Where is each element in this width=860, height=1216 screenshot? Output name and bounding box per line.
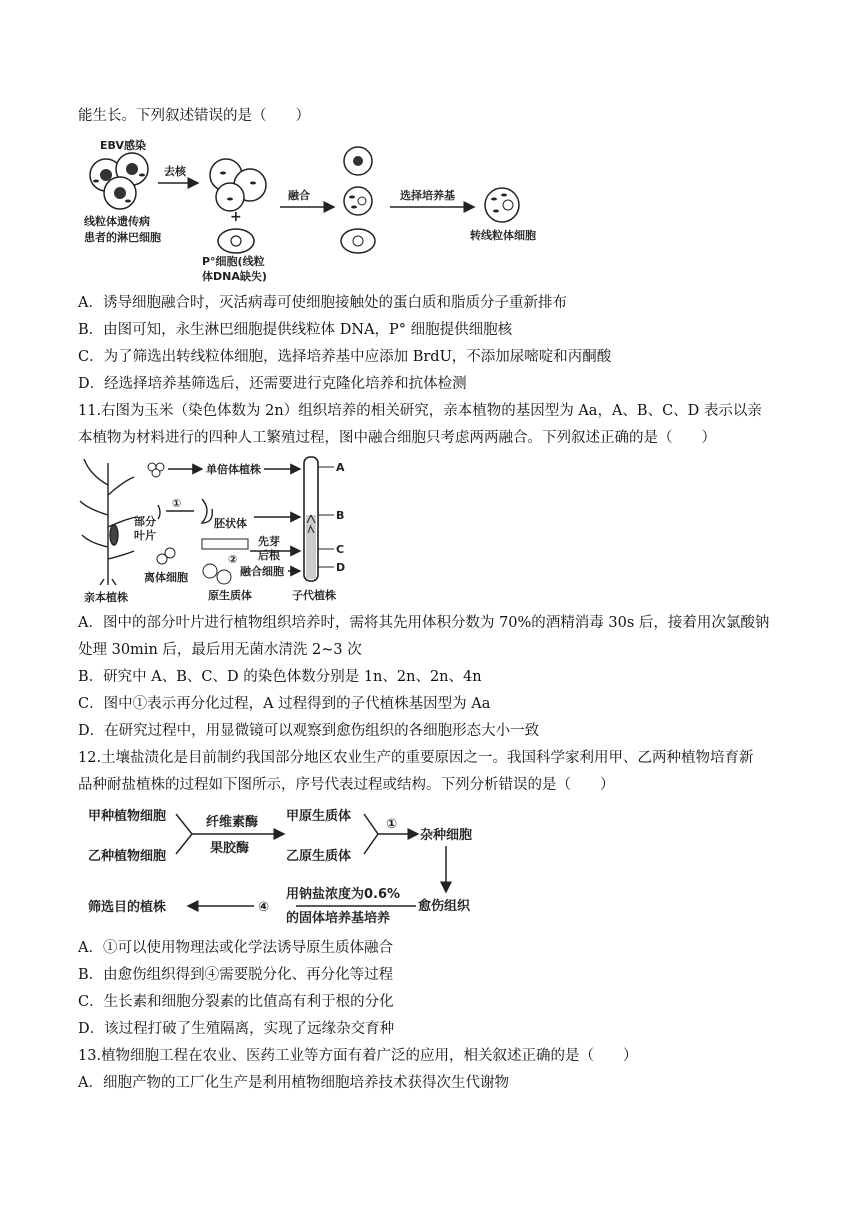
q10-option-c: C．为了筛选出转线粒体细胞，选择培养基中应添加 BrdU，不添加尿嘧啶和丙酮酸 [78, 349, 612, 365]
parent-plant-label: 亲本植株 [84, 591, 128, 604]
test-tube-icon [304, 457, 318, 581]
step2-label: ② [228, 553, 238, 566]
embryoid-label: 胚状体 [214, 517, 247, 530]
q10-option-a: A．诱导细胞融合时，灭活病毒可使细胞接触处的蛋白质和脂质分子重新排布 [78, 295, 567, 311]
p0-label-2: 体DNA缺失) [202, 270, 267, 283]
callus-label: 愈伤组织 [418, 899, 471, 914]
root-label: 后根 [258, 549, 280, 562]
leaf-label-1: 部分 [134, 515, 156, 528]
q11-option-d: D．在研究过程中，用显微镜可以观察到愈伤组织的各细胞形态大小一致 [78, 723, 540, 739]
step1-label: ① [386, 817, 398, 832]
isolated-cell-label: 离体细胞 [144, 571, 188, 584]
p0-label-1: P°细胞(线粒 [202, 255, 265, 268]
step1-label: ① [172, 497, 182, 510]
hybrid-cell-label: 杂种细胞 [420, 828, 473, 843]
q11-diagram [78, 455, 368, 605]
medium-label-1: 用钠盐浓度为0.6% [286, 887, 401, 902]
protoplast-icon [203, 564, 231, 584]
haploid-label: 单倍体植株 [206, 463, 261, 476]
leaf-piece-icon [158, 505, 160, 519]
tube-label-b: B [336, 509, 345, 522]
tube-label-d: D [336, 561, 346, 574]
selective-label: 选择培养基 [400, 189, 455, 202]
protoplast-label: 原生质体 [208, 589, 252, 602]
q10-option-b: B．由图可知，永生淋巴细胞提供线粒体 DNA，P° 细胞提供细胞核 [78, 322, 513, 338]
fused-cell-label: 融合细胞 [240, 565, 284, 578]
q11-option-c: C．图中①表示再分化过程，A 过程得到的子代植株基因型为 Aa [78, 696, 491, 712]
enucleated-cell-icon [210, 159, 266, 211]
q10-option-d: D．经选择培养基筛选后，还需要进行克隆化培养和抗体检测 [78, 376, 467, 392]
q12-figure [78, 802, 498, 930]
q10-stem-end: 能生长。下列叙述错误的是（ ） [78, 108, 310, 124]
q11-stem-line1: 11.右图为玉米（染色体数为 2n）组织培养的相关研究，亲本植物的基因型为 Aa，A、B、C、D 表示以亲 [78, 403, 762, 419]
yi-proto-label: 乙原生质体 [286, 849, 352, 864]
embryoid-icon [202, 499, 212, 523]
q13-option-a: A．细胞产物的工厂化生产是利用植物细胞培养技术获得次生代谢物 [78, 1075, 509, 1091]
patient-label-1: 线粒体遗传病 [84, 215, 150, 228]
target-plant-label: 筛选目的植株 [88, 900, 167, 915]
q11-figure [78, 455, 368, 605]
leaf-label-2: 叶片 [134, 529, 156, 542]
q13-stem: 13.植物细胞工程在农业、医药工业等方面有着广泛的应用，相关叙述正确的是（ ） [78, 1048, 638, 1064]
medium-label-2: 的固体培养基培养 [286, 911, 391, 926]
q10-diagram [78, 135, 558, 285]
step4-label: ④ [258, 900, 270, 915]
trans-mito-label: 转线粒体细胞 [470, 229, 536, 242]
jia-proto-label: 甲原生质体 [286, 809, 352, 824]
ebv-label: EBV感染 [100, 139, 146, 152]
merge-bracket-1 [176, 814, 192, 854]
yi-cell-label: 乙种植物细胞 [88, 849, 167, 864]
enzyme-label-1: 纤维素酶 [206, 815, 259, 830]
tube-label-c: C [336, 543, 345, 556]
pollen-icon [148, 463, 164, 477]
q10-figure [78, 135, 558, 285]
q11-stem-line2: 本植物为材料进行的四种人工繁殖过程，图中融合细胞只考虑两两融合。下列叙述正确的是（ ） [78, 430, 716, 446]
q11-option-a-line2: 处理 30min 后，最后用无菌水清洗 2~3 次 [78, 642, 362, 658]
merge-bracket-2 [364, 814, 378, 854]
lymphocyte-cluster-icon [90, 153, 148, 209]
tube-label-a: A [336, 461, 345, 474]
trans-mito-cell-icon [485, 188, 519, 222]
q11-option-a-line1: A．图中的部分叶片进行植物组织培养时，需将其先用体积分数为 70%的酒精消毒 30s 后，接着用次氯酸钠 [78, 615, 770, 631]
fusion-label: 融合 [288, 189, 310, 202]
jia-cell-label: 甲种植物细胞 [88, 809, 167, 824]
q12-option-d: D．该过程打破了生殖隔离，实现了远缘杂交育种 [78, 1021, 395, 1037]
q12-stem-line2: 品种耐盐植株的过程如下图所示，序号代表过程或结构。下列分析错误的是（ ） [78, 777, 615, 793]
patient-label-2: 患者的淋巴细胞 [84, 231, 161, 244]
plus-label: + [230, 209, 242, 225]
enzyme-label-2: 果胶酶 [210, 841, 250, 856]
q12-option-b: B．由愈伤组织得到④需要脱分化、再分化等过程 [78, 967, 394, 983]
q12-stem-line1: 12.土壤盐渍化是目前制约我国部分地区农业生产的重要原因之一。我国科学家利用甲、乙两种植物培育新 [78, 750, 754, 766]
denucleate-label: 去核 [164, 165, 186, 178]
culture-plate-icon [202, 539, 248, 549]
offspring-label: 子代植株 [292, 589, 336, 602]
corn-plant-icon [80, 459, 136, 585]
q12-option-a: A．①可以使用物理法或化学法诱导原生质体融合 [78, 940, 393, 956]
q12-option-c: C．生长素和细胞分裂素的比值高有利于根的分化 [78, 994, 394, 1010]
isolated-cells-icon [157, 548, 175, 564]
fused-cells-icon [341, 147, 375, 253]
shoot-label: 先芽 [258, 535, 280, 548]
q11-option-b: B．研究中 A、B、C、D 的染色体数分别是 1n、2n、2n、4n [78, 669, 482, 685]
q12-diagram [78, 802, 498, 930]
